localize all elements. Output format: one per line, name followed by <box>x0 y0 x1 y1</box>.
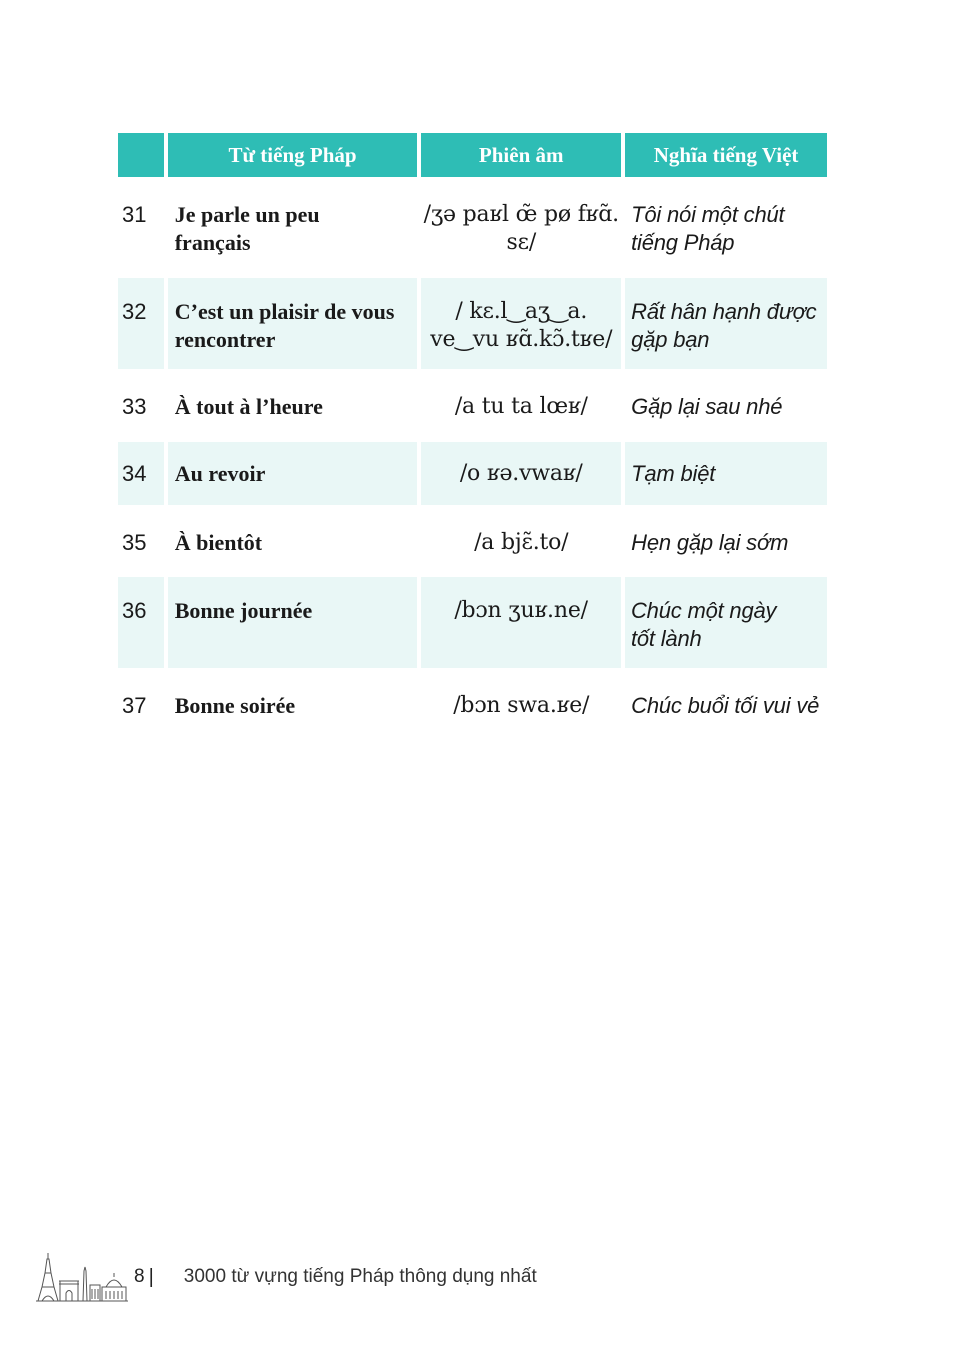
table-row <box>118 509 827 573</box>
table-row <box>118 373 827 438</box>
header-pronunciation: Phiên âm <box>421 133 621 177</box>
french-word: Bonne journée <box>168 577 417 668</box>
table-row <box>118 442 827 505</box>
row-number: 33 <box>122 394 147 419</box>
french-word: À tout à l’heure <box>174 394 323 419</box>
header-french-word: Từ tiếng Pháp <box>168 133 418 177</box>
vietnamese-meaning: Gặp lại sau nhé <box>631 394 783 419</box>
pronunciation: /ʒə paʁl œ̃ pø fʁɑ̃. sɛ/ <box>423 202 619 255</box>
pronunciation: / kɛ.l‿aʒ‿a. ve‿vu ʁɑ̃.kɔ̃.tʁe/ <box>421 278 621 369</box>
page-number: 8 <box>134 1266 145 1287</box>
vietnamese-meaning: Chúc buổi tối vui vẻ <box>631 693 820 718</box>
book-title: 3000 từ vựng tiếng Pháp thông dụng nhất <box>183 1266 537 1287</box>
vietnamese-meaning: Hẹn gặp lại sớm <box>631 530 789 555</box>
row-number: 32 <box>118 278 164 369</box>
french-word: À bientôt <box>174 530 263 555</box>
paris-skyline-icon <box>36 1251 128 1303</box>
table-row <box>118 181 827 274</box>
french-word: Bonne soirée <box>174 693 296 718</box>
vietnamese-meaning: Chúc một ngày tốt lành <box>625 577 827 668</box>
french-word: C’est un plaisir de vous rencontrer <box>168 278 418 369</box>
pronunciation: /a tu ta lœʁ/ <box>454 394 588 419</box>
table-row <box>118 672 827 732</box>
header-vietnamese-meaning: Nghĩa tiếng Việt <box>625 133 827 177</box>
page-separator: | <box>148 1265 154 1288</box>
french-word: Au revoir <box>168 442 418 505</box>
header-number <box>118 133 164 177</box>
row-number: 31 <box>122 202 147 227</box>
french-word: Je parle un peu français <box>174 202 320 255</box>
row-number: 36 <box>118 577 164 668</box>
vietnamese-meaning: Rất hân hạnh được gặp bạn <box>625 278 827 369</box>
row-number: 34 <box>118 442 164 505</box>
table-row <box>118 278 827 369</box>
pronunciation: /o ʁə.vwaʁ/ <box>421 442 621 505</box>
vietnamese-meaning: Tôi nói một chút tiếng Pháp <box>631 202 785 255</box>
vietnamese-meaning: Tạm biệt <box>625 442 827 505</box>
table-header <box>118 133 827 177</box>
row-number: 35 <box>122 530 147 555</box>
pronunciation: /a bjɛ̃.to/ <box>474 530 569 555</box>
row-number: 37 <box>122 693 147 718</box>
page-footer <box>36 1250 537 1304</box>
pronunciation: /bɔn swa.ʁe/ <box>453 693 590 718</box>
table-row <box>118 577 827 668</box>
pronunciation: /bɔn ʒuʁ.ne/ <box>421 577 621 668</box>
vocabulary-table <box>118 133 827 736</box>
